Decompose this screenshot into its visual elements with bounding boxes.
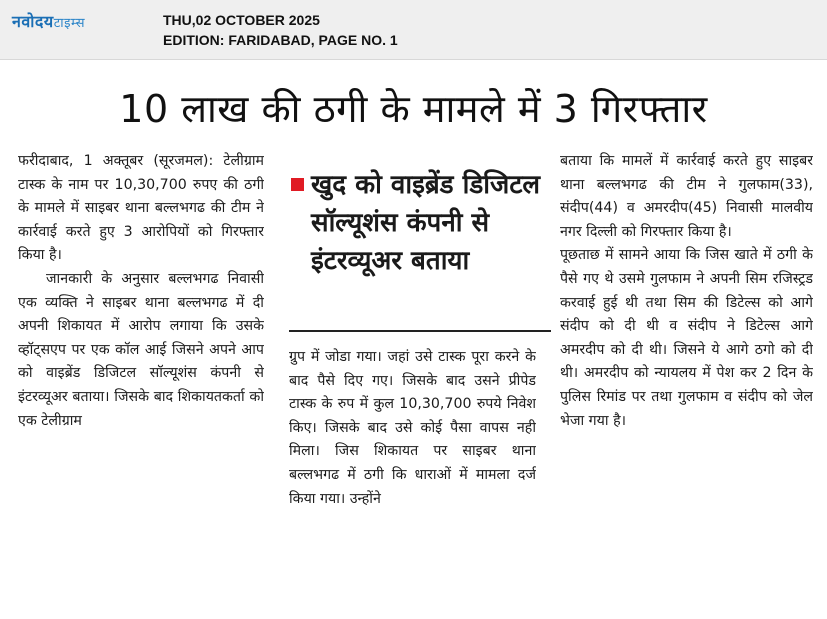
paragraph: जानकारी के अनुसार बल्लभगढ निवासी एक व्यक्ति ने साइबर थाना बल्लभगढ में दी अपनी शिकायत में आरोप लगाया कि उसके व्हॉट्सएप पर एक कॉल आई जिसने अपने आप को वाइब्रेंड डिजिटल सॉल्यूशंस कंपनी से इंटरव्यूअर बताया। जिसके बाद शिकायतकर्ता को एक टेलीग्राम: [18, 270, 264, 429]
paragraph: फरीदाबाद, 1 अक्तूबर (सूरजमल): टेलीग्राम टास्क के नाम पर 10,30,700 रुपए की ठगी के मामले में साइबर थाना बल्लभगढ की टीम ने कार्रवाई करते हुए 3 आरोपियों को गिरफ्तार किया है।: [18, 153, 264, 264]
article-column-2: [289, 346, 536, 591]
edition-page: EDITION: FARIDABAD, PAGE NO. 1: [163, 32, 398, 48]
article-column-3: [560, 150, 813, 590]
subheading: खुद को वाइब्रेंड डिजिटल सॉल्यूशंस कंपनी से इंटरव्यूअर बताया: [311, 170, 541, 276]
brand-main: नवोदय: [12, 12, 54, 31]
subheading-box: [289, 166, 551, 332]
issue-date: THU,02 OCTOBER 2025: [163, 12, 320, 28]
article-column-1: [18, 150, 264, 590]
paragraph: बताया कि मामलें में कार्रवाई करते हुए साइबर थाना बल्लभगढ की टीम ने गुलफाम(33), संदीप(44) व अमरदीप(45) निवासी मालवीय नगर दिल्ली को गिरफ्तार किया है।: [560, 153, 813, 240]
paragraph: पूछताछ में सामने आया कि जिस खाते में ठगी के पैसे गए थे उसमे गुलफाम ने अपनी सिम रजिस्ट्रड करवाई हुई थी तथा सिम की डिटेल्स को आगे संदीप को दी थी व संदीप ने डिटेल्स आगे अमरदीप को दी थी। जिसने ये आगे ठगो को दी थी। अमरदीप को न्यायलय में पेश कर 2 दिन के पुलिस रिमांड पर तथा गुलफाम व संदीप को जेल भेजा गया है।: [560, 247, 813, 429]
headline: 10 लाख की ठगी के मामले में 3 गिरफ्तार: [119, 87, 708, 131]
brand-sub: टाइम्स: [53, 16, 86, 31]
masthead-bar: [0, 0, 827, 60]
red-square-icon: [291, 178, 304, 191]
edition-info: [163, 10, 398, 50]
brand-logo: [12, 10, 85, 32]
paragraph: ग्रुप में जोडा गया। जहां उसे टास्क पूरा करने के बाद पैसे दिए गए। जिसके बाद उसने प्रीपेड टास्क के रुप में कुल 10,30,700 रुपये निवेश किए। जिसके बाद उसे कोई पैसा वापस नही मिला। जिस शिकायत पर साइबर थाना बल्लभगढ में ठगी कि धाराओं में मामला दर्ज किया गया। उन्होंने: [289, 349, 536, 507]
